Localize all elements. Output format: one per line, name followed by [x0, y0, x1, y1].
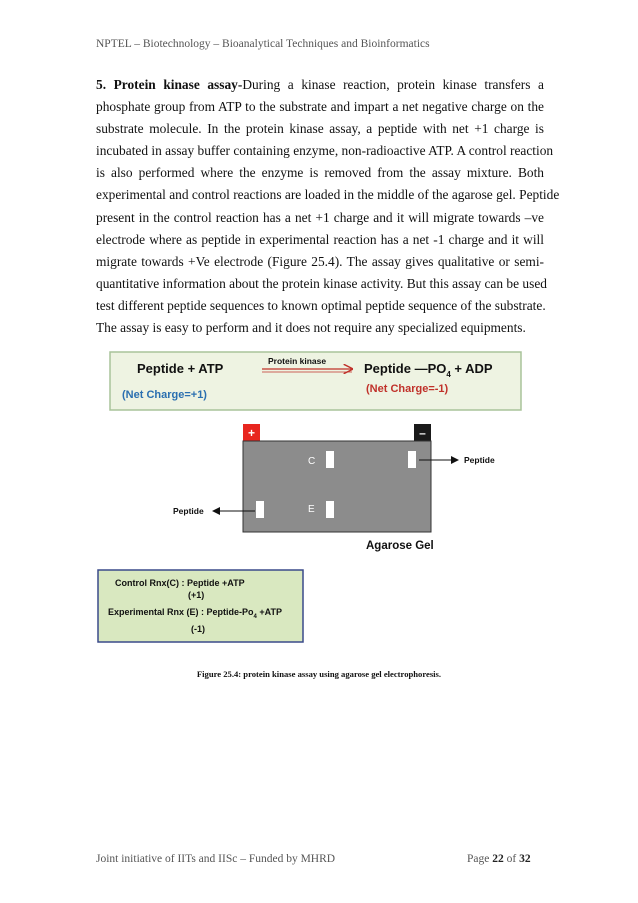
paragraph-line: is also performed where the enzyme is removed from the assay mixture. Both [96, 165, 544, 181]
paragraph-line: incubated in assay buffer containing enzyme, non-radioactive ATP. A control reaction [96, 143, 554, 159]
peptide-label-right: Peptide [464, 455, 495, 465]
paragraph-line: phosphate group from ATP to the substrate and impart a net negative charge on the [96, 99, 544, 115]
paragraph-line: The assay is easy to perform and it does not require any specialized equipments. [96, 320, 526, 336]
paragraph-line: quantitative information about the protein kinase activity. But this assay can be used [96, 275, 547, 291]
lane-control-label: C [308, 456, 316, 467]
legend-experimental-charge: (-1) [191, 624, 205, 634]
band-experimental-migrated [256, 501, 264, 518]
paragraph-line: migrate towards +Ve electrode (Figure 25.4). The assay gives qualitative or semi- [96, 253, 544, 269]
footer-credit: Joint initiative of IITs and IISc – Funded by MHRD [96, 853, 336, 865]
legend-control-charge: (+1) [188, 590, 205, 600]
paragraph-line: test different peptide sequences to known optimal peptide sequence of the substrate. [96, 297, 546, 313]
paragraph-line: 5. Protein kinase assay-During a kinase reaction, protein kinase transfers a [96, 77, 544, 92]
kinase-assay-figure [0, 340, 638, 680]
peptide-label-left: Peptide [173, 506, 204, 516]
reaction-products: Peptide $—PO_4$ + ADP [364, 361, 493, 379]
legend-experimental: Experimental Rnx (E) : Peptide-$Po_4 +ATP$ [108, 607, 282, 620]
figure-caption: Figure 25.4: protein kinase assay using agarose gel electrophoresis. [196, 669, 442, 679]
reaction-reactants: Peptide + ATP [137, 361, 224, 376]
page-header: NPTEL – Biotechnology – Bioanalytical Techniques and Bioinformatics [96, 38, 430, 50]
paragraph-line: experimental and control reactions are loaded in the middle of the agarose gel. Peptide [96, 187, 560, 203]
legend-control: Control Rnx(C) : Peptide +ATP [115, 578, 245, 588]
reactant-charge: (Net Charge=+1) [122, 389, 207, 401]
section-heading: 5. Protein kinase assay- [96, 77, 243, 92]
product-charge: (Net Charge=-1) [366, 383, 449, 395]
negative-electrode-sign: – [419, 426, 426, 440]
band-experimental-well [326, 501, 334, 518]
band-control-well [326, 451, 334, 468]
paragraph-line: substrate molecule. In the protein kinase assay, a peptide with net +1 charge is [96, 121, 544, 137]
page-number: Page 22 of 32 [467, 853, 531, 865]
agarose-gel-label: Agarose Gel [366, 540, 434, 552]
section-protein-kinase-assay [96, 74, 560, 339]
positive-electrode-sign: + [247, 426, 256, 440]
paragraph-line: electrode where as peptide in experimental reaction has a net -1 charge and it will [96, 231, 544, 247]
paragraph-line: present in the control reaction has a net +1 charge and it will migrate towards –ve [96, 209, 544, 225]
agarose-gel [243, 441, 431, 532]
reaction-enzyme: Protein kinase [268, 356, 327, 366]
lane-experimental-label: E [308, 504, 315, 515]
band-control-migrated [408, 451, 416, 468]
